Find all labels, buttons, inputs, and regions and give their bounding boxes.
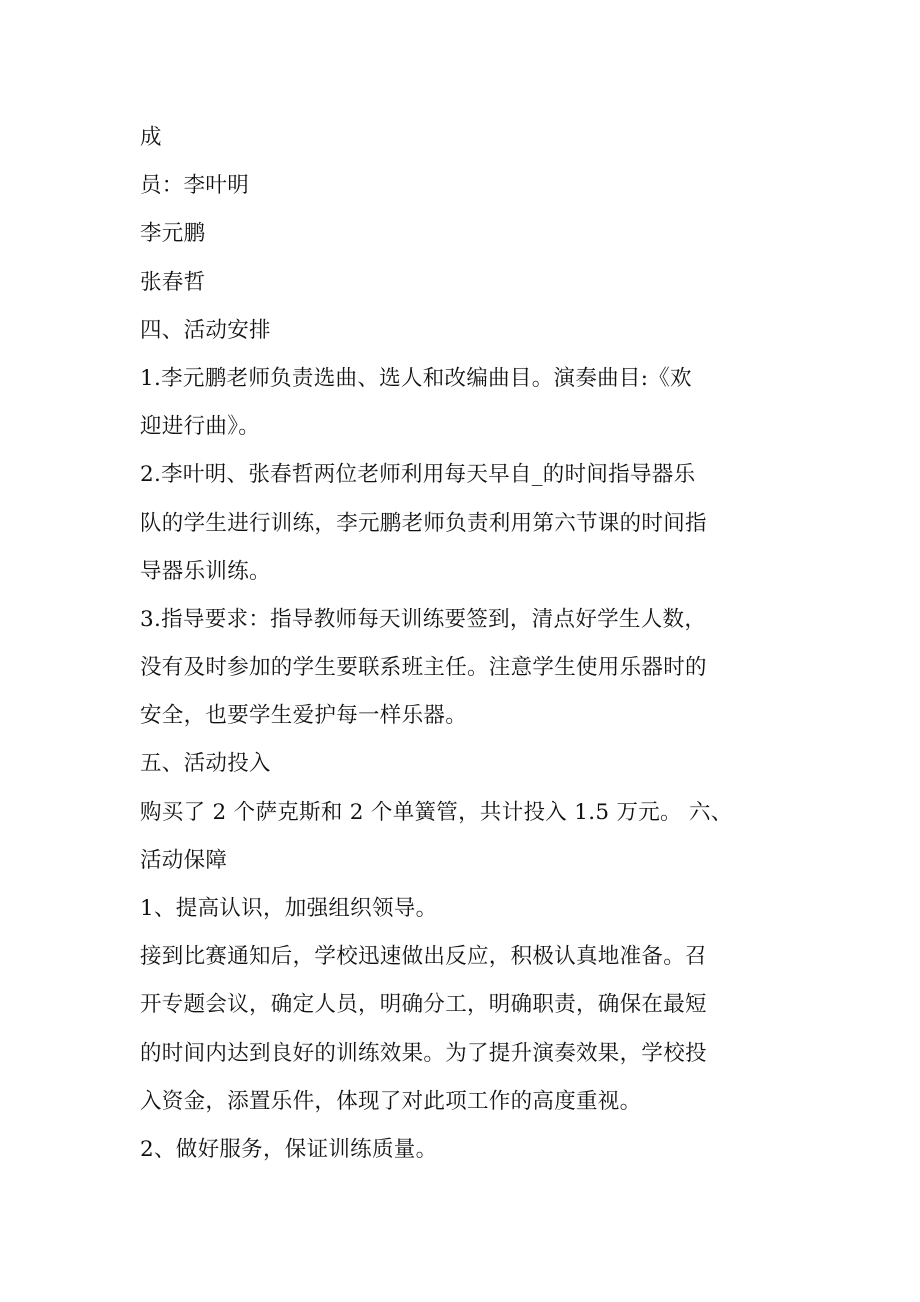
text-line: 购买了 2 个萨克斯和 2 个单簧管，共计投入 1.5 万元。 六、 xyxy=(140,799,733,825)
text-line: 成 xyxy=(140,125,162,150)
text-line: 接到比赛通知后，学校迅速做出反应，积极认真地准备。召 xyxy=(140,944,707,970)
text-line: 李元鹏 xyxy=(140,221,206,247)
text-line: 活动保障 xyxy=(140,847,228,873)
text-line: 2.李叶明、张春哲两位老师利用每天早自_的时间指导器乐 xyxy=(140,462,696,488)
text-line: 入资金，添置乐件，体现了对此项工作的高度重视。 xyxy=(140,1088,642,1114)
text-line: 的时间内达到良好的训练效果。为了提升演奏效果，学校投 xyxy=(140,1040,707,1066)
section-heading: 五、活动投入 xyxy=(140,751,271,777)
section-heading: 四、活动安排 xyxy=(140,317,271,343)
text-line: 2、做好服务，保证训练质量。 xyxy=(140,1136,438,1162)
document-body xyxy=(140,114,800,1174)
text-line: 安全，也要学生爱护每一样乐器。 xyxy=(140,703,468,729)
text-line: 队的学生进行训练，李元鹏老师负责利用第六节课的时间指 xyxy=(140,510,707,536)
text-line: 1、提高认识，加强组织领导。 xyxy=(140,896,438,921)
text-line: 1.李元鹏老师负责选曲、选人和改编曲目。演奏曲目:《欢 xyxy=(140,365,692,391)
text-line: 没有及时参加的学生要联系班主任。注意学生使用乐器时的 xyxy=(140,655,707,681)
text-line: 张春哲 xyxy=(140,269,206,295)
text-line: 开专题会议，确定人员，明确分工，明确职责，确保在最短 xyxy=(140,992,707,1018)
text-line: 迎进行曲》。 xyxy=(140,414,261,440)
text-line: 员：李叶明 xyxy=(140,173,250,199)
text-line: 3.指导要求：指导教师每天训练要签到，清点好学生人数， xyxy=(140,606,707,632)
text-line: 导器乐训练。 xyxy=(140,558,271,584)
